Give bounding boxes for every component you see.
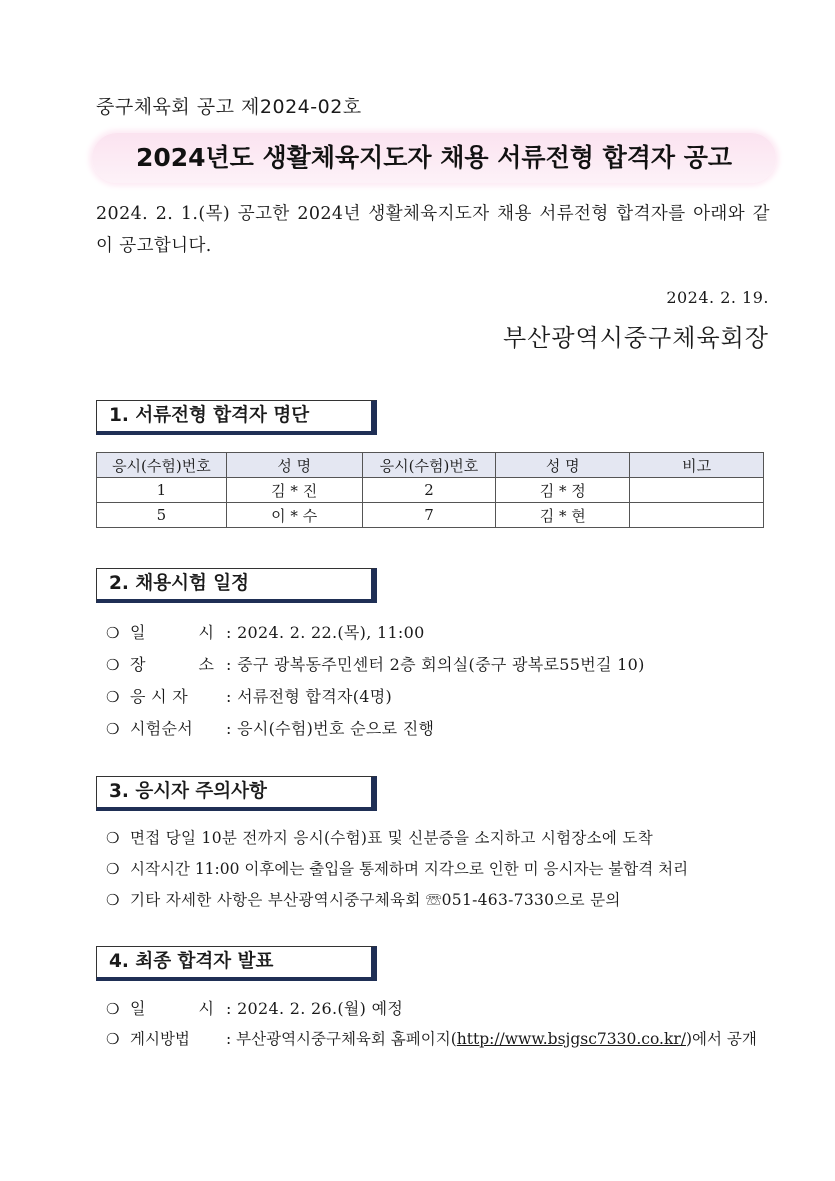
table-cell: 김 * 정 — [496, 478, 630, 503]
bullet-icon: ❍ — [106, 656, 120, 674]
list-item — [106, 826, 653, 848]
list-item — [106, 857, 688, 879]
passer-table — [96, 452, 764, 528]
item-value: : 중구 광복동주민센터 2층 회의실(중구 광복로55번길 10) — [226, 655, 645, 674]
item-suffix: )에서 공개 — [685, 1030, 757, 1048]
item-value: : 응시(수험)번호 순으로 진행 — [226, 719, 435, 738]
bullet-icon: ❍ — [106, 829, 120, 847]
item-label: 게시방법 — [130, 1030, 190, 1048]
intro-paragraph: 2024. 2. 1.(목) 공고한 2024년 생활체육지도자 채용 서류전형 합격자를 아래와 같이 공고합니다. — [96, 204, 770, 256]
col-header-name-2: 성 명 — [496, 453, 630, 478]
table-cell: 7 — [362, 503, 496, 528]
item-value: : 2024. 2. 26.(월) 예정 — [226, 999, 404, 1018]
organization-signature: 부산광역시중구체육회장 — [502, 324, 769, 352]
list-item — [106, 888, 621, 910]
item-label: 장 소 — [130, 655, 238, 674]
col-header-remarks: 비고 — [630, 453, 764, 478]
bullet-icon: ❍ — [106, 688, 120, 706]
notice-date: 2024. 2. 19. — [666, 288, 769, 307]
table-cell: 1 — [97, 478, 227, 503]
section-1-heading: 1. 서류전형 합격자 명단 — [96, 400, 377, 435]
list-item — [106, 620, 425, 643]
table-header-row — [97, 453, 764, 478]
section-4-heading: 4. 최종 합격자 발표 — [96, 946, 377, 981]
table-row — [97, 503, 764, 528]
list-item — [106, 1027, 757, 1049]
list-item — [106, 684, 392, 707]
item-label: 일 시 — [130, 623, 238, 642]
list-item — [106, 996, 403, 1019]
table-cell: 5 — [97, 503, 227, 528]
table-cell: 김 * 진 — [226, 478, 362, 503]
section-3-heading: 3. 응시자 주의사항 — [96, 776, 377, 811]
item-label: 일 시 — [130, 999, 238, 1018]
item-label: 시험순서 — [130, 719, 194, 738]
table-row — [97, 478, 764, 503]
item-text: 시작시간 11:00 이후에는 출입을 통제하며 지각으로 인한 미 응시자는 불합격 처리 — [130, 860, 689, 878]
item-text: 면접 당일 10분 전까지 응시(수험)표 및 신분증을 소지하고 시험장소에 도착 — [130, 829, 653, 847]
homepage-link[interactable]: http://www.bsjgsc7330.co.kr/ — [456, 1030, 686, 1048]
col-header-name-1: 성 명 — [226, 453, 362, 478]
col-header-number-1: 응시(수험)번호 — [97, 453, 227, 478]
list-item — [106, 652, 645, 675]
bullet-icon: ❍ — [106, 860, 120, 878]
col-header-number-2: 응시(수험)번호 — [362, 453, 496, 478]
bullet-icon: ❍ — [106, 720, 120, 738]
list-item — [106, 716, 434, 739]
table-cell: 2 — [362, 478, 496, 503]
document-title: 2024년도 생활체육지도자 채용 서류전형 합격자 공고 — [135, 143, 733, 172]
item-value: : 서류전형 합격자(4명) — [226, 687, 393, 706]
notice-number: 중구체육회 공고 제2024-02호 — [96, 96, 362, 118]
table-cell: 이 * 수 — [226, 503, 362, 528]
table-cell — [630, 503, 764, 528]
bullet-icon: ❍ — [106, 624, 120, 642]
item-value: : 부산광역시중구체육회 홈페이지( — [226, 1030, 457, 1048]
bullet-icon: ❍ — [106, 1030, 120, 1048]
bullet-icon: ❍ — [106, 1000, 120, 1018]
section-2-heading: 2. 채용시험 일정 — [96, 568, 377, 603]
table-cell — [630, 478, 764, 503]
item-label: 응 시 자 — [130, 687, 189, 706]
item-value: : 2024. 2. 22.(목), 11:00 — [226, 623, 425, 642]
item-text: 기타 자세한 사항은 부산광역시중구체육회 ☏051-463-7330으로 문의 — [130, 891, 621, 909]
table-cell: 김 * 현 — [496, 503, 630, 528]
bullet-icon: ❍ — [106, 891, 120, 909]
